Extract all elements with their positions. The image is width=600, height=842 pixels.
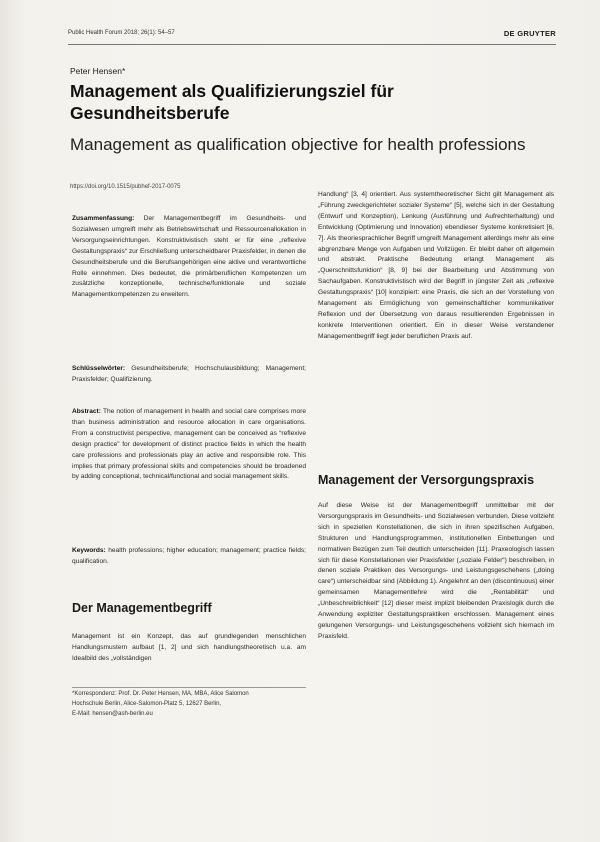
footnote-rule: [72, 687, 306, 688]
section-heading-versorgungspraxis: Management der Versorgungspraxis: [318, 473, 535, 487]
correspondence-footnote: [72, 689, 306, 719]
body-text-right-bottom: [318, 501, 554, 643]
body-text-left: [72, 632, 306, 665]
zusammenfassung-text: Der Managementbegriff im Gesundheits- und Sozialwesen umgreift mehr als Betriebswirtschaft und Ressourcenallokation in Versorgungseinrichtungen. Konstruktivistisch steht er für eine „reflexive Gestaltungspraxis“ zur Erschließung unterscheidbarer Praxisfelder, in denen die Gesundheitsberufe und die Berufsangehörigen eine aktive und verantwortliche Rolle einnehmen. Dies bedeutet, die primärberuflichen Kompetenzen um zusätzliche konzeptionelle, technische/funktionale und soziale Managementkompetenzen zu erweitern.: [72, 215, 306, 299]
doi-link[interactable]: https://doi.org/10.1515/pubhef-2017-0075: [70, 184, 181, 190]
abstract-label: Abstract:: [72, 408, 101, 415]
abstract-text: The notion of management in health and social care comprises more than business administration and resource allocation in care organisations. From a constructivist perspective, management can be conceived as “reflexive design practice” for development of distinct practice fields in which the health care professions and professionals play an active and responsible role. This implies that primary professional skills and competencies should be broadened by adding conceptional, technical/functional and social management skills.: [72, 408, 306, 481]
abstract: [72, 407, 306, 483]
footnote-line: *Korrespondenz: Prof. Dr. Peter Hensen, MA, MBA, Alice Salomon: [72, 691, 249, 697]
keywords: [72, 546, 306, 568]
footnote-line: Hochschule Berlin, Alice-Salomon-Platz 5, 12627 Berlin,: [72, 701, 222, 707]
journal-citation: Public Health Forum 2018; 26(1): 54–57: [68, 30, 175, 36]
header-rule: [68, 44, 556, 45]
zusammenfassung: [72, 214, 306, 301]
zusammenfassung-label: Zusammenfassung:: [72, 215, 135, 222]
publisher-logo: DE GRUYTER: [503, 29, 556, 38]
running-header: [68, 30, 556, 44]
footnote-line: E-Mail: hensen@ash-berlin.eu: [72, 711, 153, 717]
schluesselwoerter: [72, 364, 306, 386]
section-heading-managementbegriff: Der Managementbegriff: [72, 601, 212, 615]
keywords-label: Keywords:: [72, 547, 106, 554]
body-paragraph: Auf diese Weise ist der Managementbegriff unmittelbar mit der Versorgungspraxis im Gesundheits- und Sozialwesen verbunden. Diese vollzieht sich in speziellen Konstellationen, die sich in ihren spezifischen Aufgaben, Strukturen und Handlungsprogrammen, institutionellen Einbettungen und normativen Bezügen zum Teil deutlich unterscheiden [11]. Praxeologisch lassen sich für diese Konstellationen vier Praxisfelder („soziale Felder“) beschreiben, in denen soziale Praktiken des Versorgungs- und Leistungsgeschehens („doing care“) unterscheidbar sind (Abbildung 1). Angelehnt an den (discontinuous) einer gemeinsamen Managementlehre wird die „Rentabilität“ und „Unbeschreiblichkeit“ [12] dieser meist implizit bleibenden Praxislogik durch die Anwendung expliziter Gestaltungspraktiken erschlossen. Management eines gelungenen Versorgungs- und Leistungsgeschehens vollzieht sich hiernach im Praxisfeld.: [318, 502, 554, 640]
title-english: Management as qualification objective for health professions: [70, 135, 526, 154]
keywords-text: health professions; higher education; management; practice fields; qualification.: [72, 547, 306, 565]
body-paragraph: Management ist ein Konzept, das auf grundlegenden menschlichen Handlungsmustern aufbaut [1, 2] und sich handlungstheoretisch u.a. am Idealbild des „vollständigen: [72, 633, 306, 662]
body-text-right-top: [318, 190, 554, 343]
author-name: Peter Hensen*: [70, 66, 126, 76]
schluesselwoerter-label: Schlüsselwörter:: [72, 365, 126, 372]
body-paragraph: Handlung“ [3, 4] orientiert. Aus systemtheoretischer Sicht gilt Management als „Führung zweckgerichteter sozialer Systeme“ [5], welche sich in der Gestaltung (Entwurf und Konzeption), Lenkung (Ausführung und Aufrechterhaltung) und Entwicklung (Optimierung und Innovation) ebendieser Systeme konkretisiert [6, 7]. Als theoriesprachlicher Begriff umgreift Management allerdings mehr als eine abgrenzbare Menge von Aufgaben und Vollzügen. Er bleibt daher oft allgemein und abstrakt. Praktische Bedeutung erlangt Management als „Querschnittsfunktion“ [8, 9] bei der Bearbeitung und Abstimmung von Sachaufgaben. Konstruktivistisch wird der Begriff in jüngster Zeit als „reflexive Gestaltungspraxis“ [10] konzipiert: eine Praxis, die sich an der Vorstellung von Management als Ermöglichung von gemeinschaftlicher kommunikativer Reflexion und der Übersetzung von daraus resultierenden Ergebnissen in konkrete Interventionen orientiert. Ein in dieser Weise verstandener Managementbegriff liegt jeder beruflichen Praxis auf.: [318, 191, 554, 340]
title-german: Management als Qualifizierungsziel für Gesundheitsberufe: [70, 81, 394, 123]
schluesselwoerter-text: Gesundheitsberufe; Hochschulausbildung; Management; Praxisfelder; Qualifizierung.: [72, 365, 306, 383]
